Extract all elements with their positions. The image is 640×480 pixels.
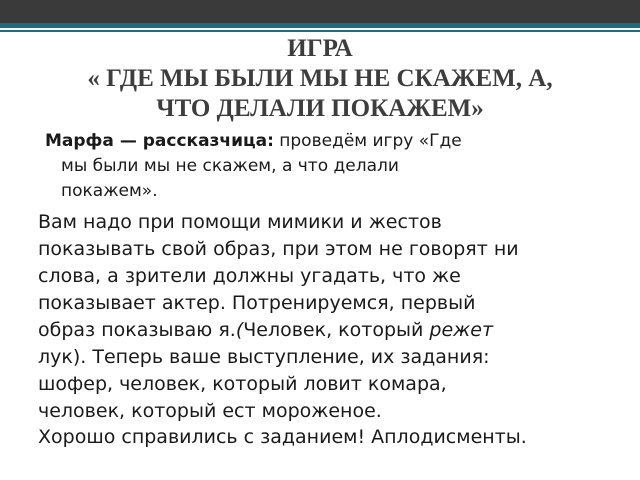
body-line-2: показывать свой образ, при этом не говорят ни bbox=[38, 238, 519, 260]
slide-title bbox=[0, 34, 640, 124]
title-line-3: ЧТО ДЕЛАЛИ ПОКАЖЕМ» bbox=[156, 95, 484, 122]
intro-text-3: покажем». bbox=[61, 181, 158, 201]
body-line-3: слова, а зрители должны угадать, что же bbox=[38, 265, 461, 287]
body-line-6: лук). Теперь ваше выступление, их задания: bbox=[38, 346, 490, 368]
title-line-1: ИГРА bbox=[287, 35, 353, 62]
body-line-7: шофер, человек, который ловит комара, bbox=[38, 373, 447, 395]
body-line-1: Вам надо при помощи мимики и жестов bbox=[38, 211, 442, 233]
body-line-5-mid: Человек, который bbox=[243, 319, 430, 341]
accent-strip-secondary bbox=[0, 30, 640, 32]
intro-text-2: мы были мы не скажем, а что делали bbox=[61, 156, 399, 176]
intro-text-1: проведём игру «Где bbox=[273, 131, 462, 151]
intro-paragraph bbox=[45, 129, 605, 204]
closing-line: Хорошо справились с заданием! Аплодисменты. bbox=[38, 426, 527, 448]
body-line-5-italic: режет bbox=[429, 319, 494, 341]
speaker-label: Марфа — рассказчица: bbox=[45, 131, 274, 151]
body-line-8: человек, который ест мороженое. bbox=[38, 400, 382, 422]
body-line-5-start: образ показываю я. bbox=[38, 319, 236, 341]
body-line-5-paren: ( bbox=[235, 319, 244, 341]
body-line-4: показывает актер. Потренируемся, первый bbox=[38, 292, 476, 314]
body-line-5 bbox=[38, 317, 628, 344]
top-bar bbox=[0, 0, 640, 23]
body-paragraph bbox=[38, 209, 628, 425]
title-line-2: « ГДЕ МЫ БЫЛИ МЫ НЕ СКАЖЕМ, А, bbox=[87, 65, 553, 92]
